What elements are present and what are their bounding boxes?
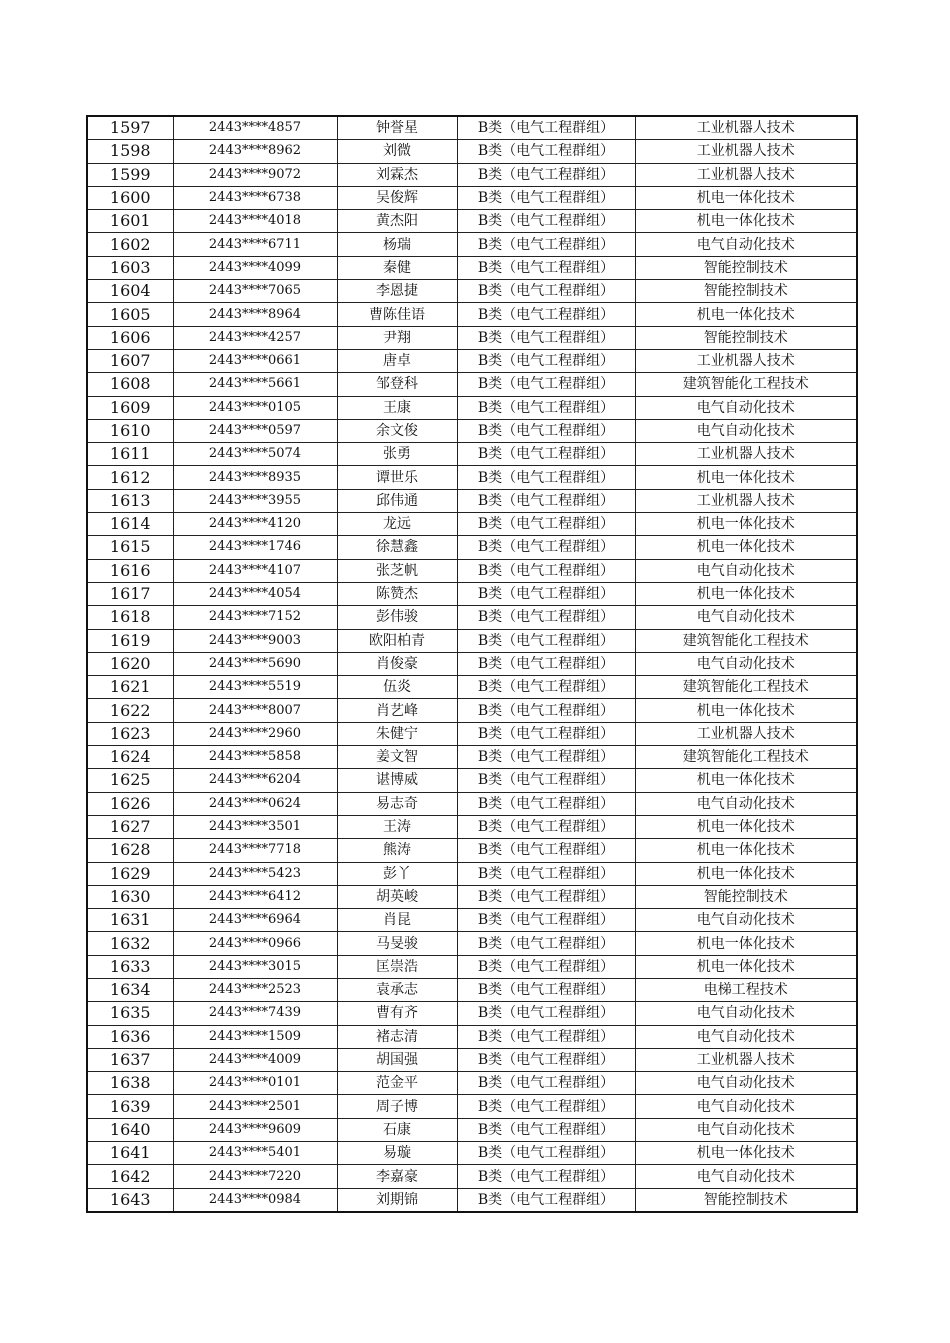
row-number-cell: 1642 — [87, 1165, 173, 1188]
category-cell: B类（电气工程群组） — [457, 116, 635, 140]
row-number-cell: 1628 — [87, 839, 173, 862]
category-cell: B类（电气工程群组） — [457, 1072, 635, 1095]
candidate-id-cell: 2443****5074 — [173, 443, 337, 466]
table-row — [87, 373, 857, 396]
table-row — [87, 303, 857, 326]
name-cell: 陈赞杰 — [337, 582, 457, 605]
category-cell: B类（电气工程群组） — [457, 256, 635, 279]
major-cell: 电气自动化技术 — [635, 419, 857, 442]
name-cell: 熊涛 — [337, 839, 457, 862]
category-cell: B类（电气工程群组） — [457, 536, 635, 559]
candidate-id-cell: 2443****4009 — [173, 1048, 337, 1071]
category-cell: B类（电气工程群组） — [457, 769, 635, 792]
major-cell: 机电一体化技术 — [635, 932, 857, 955]
category-cell: B类（电气工程群组） — [457, 652, 635, 675]
major-cell: 机电一体化技术 — [635, 955, 857, 978]
name-cell: 张勇 — [337, 443, 457, 466]
category-cell: B类（电气工程群组） — [457, 722, 635, 745]
name-cell: 刘微 — [337, 140, 457, 163]
major-cell: 机电一体化技术 — [635, 536, 857, 559]
major-cell: 电气自动化技术 — [635, 792, 857, 815]
candidate-id-cell: 2443****7220 — [173, 1165, 337, 1188]
table-row — [87, 140, 857, 163]
category-cell: B类（电气工程群组） — [457, 349, 635, 372]
table-row — [87, 629, 857, 652]
category-cell: B类（电气工程群组） — [457, 396, 635, 419]
row-number-cell: 1631 — [87, 909, 173, 932]
major-cell: 智能控制技术 — [635, 326, 857, 349]
major-cell: 工业机器人技术 — [635, 140, 857, 163]
row-number-cell: 1626 — [87, 792, 173, 815]
category-cell: B类（电气工程群组） — [457, 582, 635, 605]
candidate-id-cell: 2443****0984 — [173, 1188, 337, 1212]
candidate-id-cell: 2443****2501 — [173, 1095, 337, 1118]
row-number-cell: 1632 — [87, 932, 173, 955]
name-cell: 胡英峻 — [337, 885, 457, 908]
table-row — [87, 746, 857, 769]
major-cell: 机电一体化技术 — [635, 466, 857, 489]
name-cell: 杨瑞 — [337, 233, 457, 256]
row-number-cell: 1643 — [87, 1188, 173, 1212]
row-number-cell: 1624 — [87, 746, 173, 769]
row-number-cell: 1629 — [87, 862, 173, 885]
name-cell: 胡国强 — [337, 1048, 457, 1071]
name-cell: 肖艺峰 — [337, 699, 457, 722]
candidate-id-cell: 2443****4099 — [173, 256, 337, 279]
candidate-id-cell: 2443****8935 — [173, 466, 337, 489]
category-cell: B类（电气工程群组） — [457, 559, 635, 582]
table-row — [87, 536, 857, 559]
row-number-cell: 1606 — [87, 326, 173, 349]
category-cell: B类（电气工程群组） — [457, 606, 635, 629]
major-cell: 电气自动化技术 — [635, 1095, 857, 1118]
candidate-id-cell: 2443****5401 — [173, 1142, 337, 1165]
table-row — [87, 396, 857, 419]
row-number-cell: 1610 — [87, 419, 173, 442]
major-cell: 电气自动化技术 — [635, 233, 857, 256]
candidate-id-cell: 2443****0966 — [173, 932, 337, 955]
major-cell: 电气自动化技术 — [635, 606, 857, 629]
major-cell: 工业机器人技术 — [635, 722, 857, 745]
candidate-id-cell: 2443****5690 — [173, 652, 337, 675]
candidate-id-cell: 2443****4120 — [173, 513, 337, 536]
major-cell: 智能控制技术 — [635, 280, 857, 303]
candidate-id-cell: 2443****7439 — [173, 1002, 337, 1025]
name-cell: 邹登科 — [337, 373, 457, 396]
category-cell: B类（电气工程群组） — [457, 326, 635, 349]
row-number-cell: 1597 — [87, 116, 173, 140]
category-cell: B类（电气工程群组） — [457, 1048, 635, 1071]
row-number-cell: 1637 — [87, 1048, 173, 1071]
candidate-id-cell: 2443****4107 — [173, 559, 337, 582]
row-number-cell: 1635 — [87, 1002, 173, 1025]
row-number-cell: 1607 — [87, 349, 173, 372]
name-cell: 曹有齐 — [337, 1002, 457, 1025]
category-cell: B类（电气工程群组） — [457, 1118, 635, 1141]
table-row — [87, 280, 857, 303]
candidate-id-cell: 2443****3501 — [173, 815, 337, 838]
major-cell: 电气自动化技术 — [635, 1002, 857, 1025]
major-cell: 电气自动化技术 — [635, 396, 857, 419]
candidate-id-cell: 2443****0661 — [173, 349, 337, 372]
table-row — [87, 1048, 857, 1071]
name-cell: 易璇 — [337, 1142, 457, 1165]
major-cell: 机电一体化技术 — [635, 186, 857, 209]
candidate-id-cell: 2443****3955 — [173, 489, 337, 512]
row-number-cell: 1600 — [87, 186, 173, 209]
candidate-id-cell: 2443****6738 — [173, 186, 337, 209]
name-cell: 曹陈佳语 — [337, 303, 457, 326]
category-cell: B类（电气工程群组） — [457, 140, 635, 163]
name-cell: 伍炎 — [337, 676, 457, 699]
table-row — [87, 1118, 857, 1141]
category-cell: B类（电气工程群组） — [457, 815, 635, 838]
table-row — [87, 233, 857, 256]
category-cell: B类（电气工程群组） — [457, 1002, 635, 1025]
table-row — [87, 256, 857, 279]
table-row — [87, 349, 857, 372]
name-cell: 李恩捷 — [337, 280, 457, 303]
major-cell: 电梯工程技术 — [635, 978, 857, 1001]
major-cell: 工业机器人技术 — [635, 489, 857, 512]
candidate-id-cell: 2443****4857 — [173, 116, 337, 140]
name-cell: 姜文智 — [337, 746, 457, 769]
row-number-cell: 1611 — [87, 443, 173, 466]
category-cell: B类（电气工程群组） — [457, 466, 635, 489]
table-row — [87, 513, 857, 536]
major-cell: 电气自动化技术 — [635, 1072, 857, 1095]
row-number-cell: 1641 — [87, 1142, 173, 1165]
category-cell: B类（电气工程群组） — [457, 955, 635, 978]
major-cell: 工业机器人技术 — [635, 443, 857, 466]
major-cell: 智能控制技术 — [635, 256, 857, 279]
table-row — [87, 792, 857, 815]
table-row — [87, 443, 857, 466]
candidate-id-cell: 2443****3015 — [173, 955, 337, 978]
major-cell: 电气自动化技术 — [635, 559, 857, 582]
row-number-cell: 1630 — [87, 885, 173, 908]
name-cell: 钟誉星 — [337, 116, 457, 140]
table-row — [87, 582, 857, 605]
candidate-id-cell: 2443****0105 — [173, 396, 337, 419]
candidate-id-cell: 2443****5661 — [173, 373, 337, 396]
table-row — [87, 932, 857, 955]
row-number-cell: 1620 — [87, 652, 173, 675]
candidate-id-cell: 2443****9003 — [173, 629, 337, 652]
row-number-cell: 1604 — [87, 280, 173, 303]
category-cell: B类（电气工程群组） — [457, 186, 635, 209]
candidate-id-cell: 2443****6204 — [173, 769, 337, 792]
table-row — [87, 769, 857, 792]
major-cell: 智能控制技术 — [635, 1188, 857, 1212]
candidate-id-cell: 2443****4257 — [173, 326, 337, 349]
major-cell: 机电一体化技术 — [635, 1142, 857, 1165]
name-cell: 唐卓 — [337, 349, 457, 372]
table-row — [87, 1072, 857, 1095]
category-cell: B类（电气工程群组） — [457, 932, 635, 955]
name-cell: 彭丫 — [337, 862, 457, 885]
table-row — [87, 466, 857, 489]
major-cell: 机电一体化技术 — [635, 769, 857, 792]
name-cell: 欧阳柏青 — [337, 629, 457, 652]
table-row — [87, 862, 857, 885]
major-cell: 机电一体化技术 — [635, 210, 857, 233]
table-row — [87, 1095, 857, 1118]
table-row — [87, 676, 857, 699]
major-cell: 工业机器人技术 — [635, 1048, 857, 1071]
name-cell: 袁承志 — [337, 978, 457, 1001]
table-row — [87, 839, 857, 862]
name-cell: 尹翔 — [337, 326, 457, 349]
candidate-id-cell: 2443****8007 — [173, 699, 337, 722]
name-cell: 刘期锦 — [337, 1188, 457, 1212]
table-row — [87, 1025, 857, 1048]
category-cell: B类（电气工程群组） — [457, 489, 635, 512]
table-row — [87, 652, 857, 675]
candidate-id-cell: 2443****1509 — [173, 1025, 337, 1048]
major-cell: 建筑智能化工程技术 — [635, 373, 857, 396]
category-cell: B类（电气工程群组） — [457, 419, 635, 442]
category-cell: B类（电气工程群组） — [457, 1165, 635, 1188]
candidate-id-cell: 2443****0101 — [173, 1072, 337, 1095]
major-cell: 机电一体化技术 — [635, 862, 857, 885]
row-number-cell: 1623 — [87, 722, 173, 745]
table-row — [87, 815, 857, 838]
candidate-id-cell: 2443****5519 — [173, 676, 337, 699]
name-cell: 李嘉豪 — [337, 1165, 457, 1188]
row-number-cell: 1605 — [87, 303, 173, 326]
row-number-cell: 1622 — [87, 699, 173, 722]
candidate-id-cell: 2443****8964 — [173, 303, 337, 326]
category-cell: B类（电气工程群组） — [457, 443, 635, 466]
category-cell: B类（电气工程群组） — [457, 699, 635, 722]
row-number-cell: 1619 — [87, 629, 173, 652]
major-cell: 电气自动化技术 — [635, 1165, 857, 1188]
category-cell: B类（电气工程群组） — [457, 1188, 635, 1212]
category-cell: B类（电气工程群组） — [457, 373, 635, 396]
name-cell: 范金平 — [337, 1072, 457, 1095]
table-row — [87, 419, 857, 442]
category-cell: B类（电气工程群组） — [457, 885, 635, 908]
major-cell: 机电一体化技术 — [635, 582, 857, 605]
category-cell: B类（电气工程群组） — [457, 163, 635, 186]
major-cell: 机电一体化技术 — [635, 815, 857, 838]
row-number-cell: 1638 — [87, 1072, 173, 1095]
row-number-cell: 1639 — [87, 1095, 173, 1118]
name-cell: 周子博 — [337, 1095, 457, 1118]
name-cell: 黄杰阳 — [337, 210, 457, 233]
row-number-cell: 1640 — [87, 1118, 173, 1141]
row-number-cell: 1602 — [87, 233, 173, 256]
major-cell: 机电一体化技术 — [635, 839, 857, 862]
row-number-cell: 1599 — [87, 163, 173, 186]
name-cell: 肖昆 — [337, 909, 457, 932]
name-cell: 徐慧鑫 — [337, 536, 457, 559]
table-row — [87, 978, 857, 1001]
row-number-cell: 1634 — [87, 978, 173, 1001]
row-number-cell: 1614 — [87, 513, 173, 536]
row-number-cell: 1601 — [87, 210, 173, 233]
candidate-id-cell: 2443****9072 — [173, 163, 337, 186]
row-number-cell: 1603 — [87, 256, 173, 279]
table-row — [87, 163, 857, 186]
name-cell: 易志奇 — [337, 792, 457, 815]
table-row — [87, 722, 857, 745]
row-number-cell: 1608 — [87, 373, 173, 396]
major-cell: 工业机器人技术 — [635, 349, 857, 372]
category-cell: B类（电气工程群组） — [457, 210, 635, 233]
name-cell: 秦健 — [337, 256, 457, 279]
name-cell: 匡崇浩 — [337, 955, 457, 978]
name-cell: 谭世乐 — [337, 466, 457, 489]
name-cell: 王康 — [337, 396, 457, 419]
candidate-id-cell: 2443****8962 — [173, 140, 337, 163]
candidate-id-cell: 2443****4018 — [173, 210, 337, 233]
row-number-cell: 1612 — [87, 466, 173, 489]
table-row — [87, 210, 857, 233]
name-cell: 谌博威 — [337, 769, 457, 792]
row-number-cell: 1633 — [87, 955, 173, 978]
category-cell: B类（电气工程群组） — [457, 1025, 635, 1048]
name-cell: 余文俊 — [337, 419, 457, 442]
name-cell: 张芝帆 — [337, 559, 457, 582]
category-cell: B类（电气工程群组） — [457, 862, 635, 885]
major-cell: 机电一体化技术 — [635, 303, 857, 326]
candidate-id-cell: 2443****6412 — [173, 885, 337, 908]
table-row — [87, 606, 857, 629]
category-cell: B类（电气工程群组） — [457, 1142, 635, 1165]
candidate-id-cell: 2443****0597 — [173, 419, 337, 442]
name-cell: 褚志清 — [337, 1025, 457, 1048]
category-cell: B类（电气工程群组） — [457, 1095, 635, 1118]
name-cell: 吴俊辉 — [337, 186, 457, 209]
category-cell: B类（电气工程群组） — [457, 978, 635, 1001]
candidate-id-cell: 2443****6964 — [173, 909, 337, 932]
name-cell: 龙远 — [337, 513, 457, 536]
category-cell: B类（电气工程群组） — [457, 839, 635, 862]
major-cell: 建筑智能化工程技术 — [635, 676, 857, 699]
candidate-id-cell: 2443****7718 — [173, 839, 337, 862]
table-row — [87, 1002, 857, 1025]
category-cell: B类（电气工程群组） — [457, 909, 635, 932]
category-cell: B类（电气工程群组） — [457, 303, 635, 326]
table-row — [87, 699, 857, 722]
candidate-id-cell: 2443****2960 — [173, 722, 337, 745]
table-row — [87, 955, 857, 978]
table-row — [87, 1165, 857, 1188]
name-cell: 肖俊豪 — [337, 652, 457, 675]
candidate-id-cell: 2443****7065 — [173, 280, 337, 303]
candidate-id-cell: 2443****4054 — [173, 582, 337, 605]
row-number-cell: 1609 — [87, 396, 173, 419]
row-number-cell: 1615 — [87, 536, 173, 559]
name-cell: 彭伟骏 — [337, 606, 457, 629]
major-cell: 机电一体化技术 — [635, 699, 857, 722]
row-number-cell: 1627 — [87, 815, 173, 838]
candidate-id-cell: 2443****6711 — [173, 233, 337, 256]
table-row — [87, 326, 857, 349]
category-cell: B类（电气工程群组） — [457, 676, 635, 699]
category-cell: B类（电气工程群组） — [457, 629, 635, 652]
table-row — [87, 1142, 857, 1165]
candidate-id-cell: 2443****2523 — [173, 978, 337, 1001]
name-cell: 朱健宁 — [337, 722, 457, 745]
major-cell: 电气自动化技术 — [635, 1118, 857, 1141]
roster-table-body — [87, 116, 857, 1212]
row-number-cell: 1618 — [87, 606, 173, 629]
category-cell: B类（电气工程群组） — [457, 746, 635, 769]
row-number-cell: 1617 — [87, 582, 173, 605]
category-cell: B类（电气工程群组） — [457, 792, 635, 815]
table-row — [87, 116, 857, 140]
roster-table — [86, 115, 858, 1213]
name-cell: 王涛 — [337, 815, 457, 838]
major-cell: 电气自动化技术 — [635, 909, 857, 932]
major-cell: 工业机器人技术 — [635, 163, 857, 186]
category-cell: B类（电气工程群组） — [457, 280, 635, 303]
candidate-id-cell: 2443****7152 — [173, 606, 337, 629]
row-number-cell: 1625 — [87, 769, 173, 792]
name-cell: 石康 — [337, 1118, 457, 1141]
candidate-id-cell: 2443****0624 — [173, 792, 337, 815]
row-number-cell: 1621 — [87, 676, 173, 699]
name-cell: 马旻骏 — [337, 932, 457, 955]
table-row — [87, 559, 857, 582]
candidate-id-cell: 2443****5858 — [173, 746, 337, 769]
row-number-cell: 1636 — [87, 1025, 173, 1048]
major-cell: 智能控制技术 — [635, 885, 857, 908]
major-cell: 电气自动化技术 — [635, 1025, 857, 1048]
candidate-id-cell: 2443****5423 — [173, 862, 337, 885]
table-row — [87, 1188, 857, 1212]
table-row — [87, 909, 857, 932]
category-cell: B类（电气工程群组） — [457, 513, 635, 536]
name-cell: 邱伟通 — [337, 489, 457, 512]
row-number-cell: 1613 — [87, 489, 173, 512]
category-cell: B类（电气工程群组） — [457, 233, 635, 256]
candidate-id-cell: 2443****9609 — [173, 1118, 337, 1141]
major-cell: 机电一体化技术 — [635, 513, 857, 536]
major-cell: 电气自动化技术 — [635, 652, 857, 675]
table-row — [87, 885, 857, 908]
table-row — [87, 489, 857, 512]
candidate-id-cell: 2443****1746 — [173, 536, 337, 559]
table-row — [87, 186, 857, 209]
row-number-cell: 1598 — [87, 140, 173, 163]
row-number-cell: 1616 — [87, 559, 173, 582]
name-cell: 刘霖杰 — [337, 163, 457, 186]
major-cell: 建筑智能化工程技术 — [635, 629, 857, 652]
major-cell: 建筑智能化工程技术 — [635, 746, 857, 769]
major-cell: 工业机器人技术 — [635, 116, 857, 140]
